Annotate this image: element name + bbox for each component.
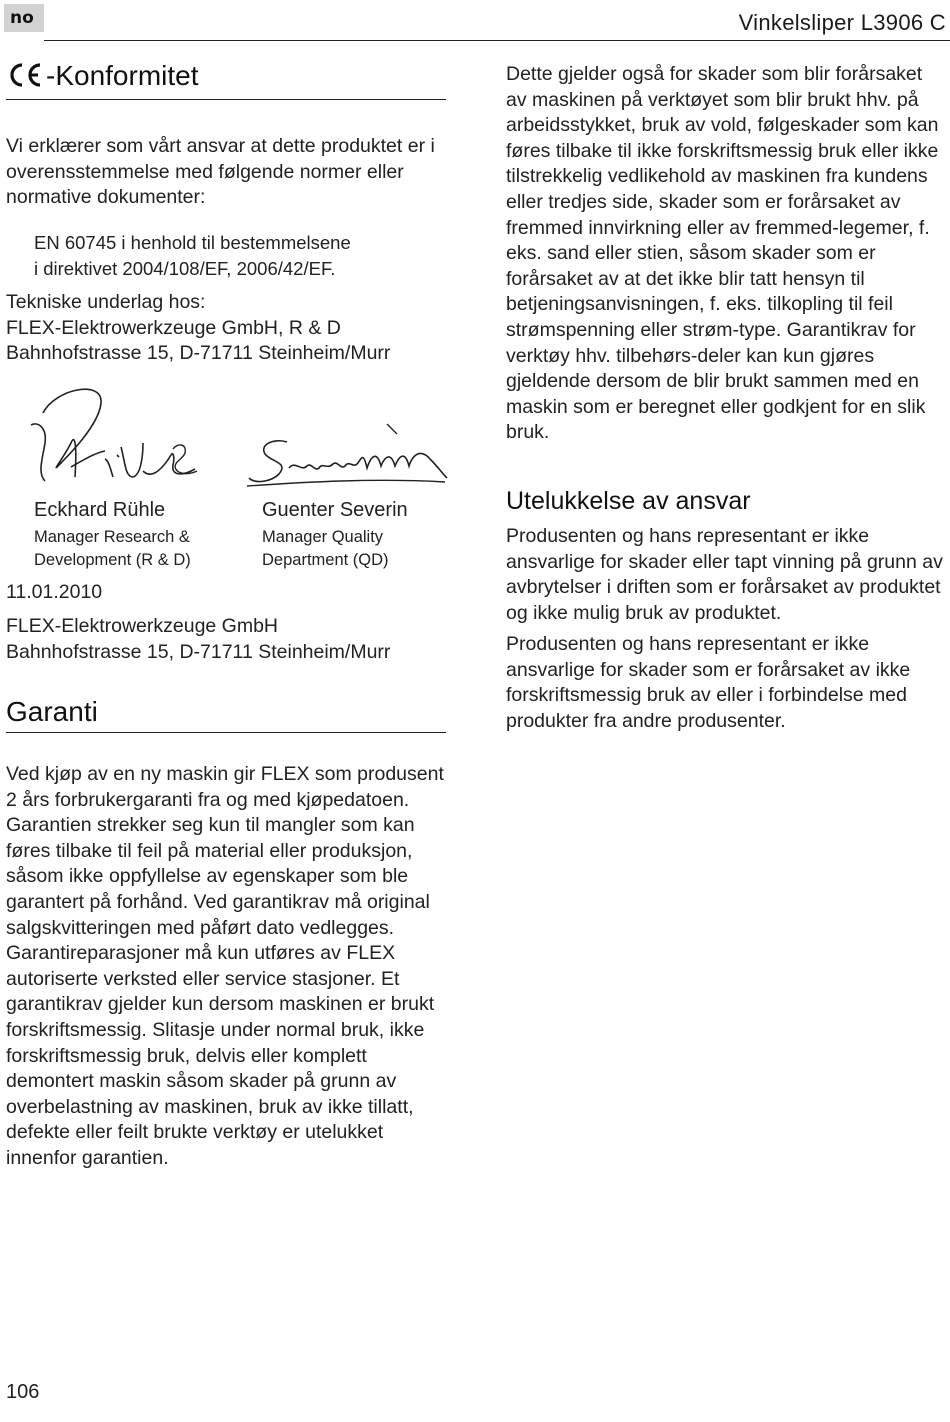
norm-line-2: i direktivet 2004/108/EF, 2006/42/EF. [34,257,336,279]
tech-line-2: FLEX-Elektrowerkzeuge GmbH, R & D [6,316,341,339]
tech-line-1: Tekniske underlag hos: [6,291,206,313]
guarantee-heading-rule [6,732,446,733]
signatory-1-role-line-2: Development (R & D) [34,551,191,569]
signatory-2-role-line-2: Department (QD) [262,551,389,569]
guarantee-body: Ved kjøp av en ny maskin gir FLEX som produsent 2 års forbrukergaranti fra og med kjøpedatoen. Garantien strekker seg kun til mangler som kan føres tilbake til feil på material eller produksjon, såsom ikke oppfyllelse av egenskaper som ble garantert på forhånd. Ved garantikrav må original salgskvitteringen med påført dato vedlegges. Garantireparasjoner må kun utføres av FLEX autoriserte verksted eller service stasjoner. Et garantikrav gjelder kun dersom maskinen er brukt forskriftsmessig. Slitasje under normal bruk, ikke forskriftsmessig bruk, delvis eller komplett demontert maskin såsom skader på grunn av overbelastning av maskinen, bruk av ikke tillatt, defekte eller feilt brukte verktøy er utelukket innenfor garantien. [6,763,444,1169]
company-line-2: Bahnhofstrasse 15, D-71711 Steinheim/Murr [6,640,391,663]
signatory-1-role [34,526,191,572]
conformity-heading-text: -Konformitet [46,60,199,91]
guarantee-continuation: Dette gjelder også for skader som blir forårsaket av maskinen på verktøyet som blir brukt hhv. på arbeidsstykket, bruk av vold, følgeskader som kan føres tilbake til ikke forskriftsmessig bruk eller ikke tilstrekkelig vedlikehold av maskinen fra kundens eller tredjes side, skader som er forårsaket av fremmed innvirkning eller av fremmed-legemer, f. eks. sand eller stien, såsom skader som er forårsaket av at det ikke blir tatt hensyn til betjeningsanvisningen, f. eks. tilkopling til feil strømspenning eller strøm-type. Garantikrav for verktøy hhv. tilbehørs-deler kan kun gjøres gjeldende dersom de blir brukt sammen med en maskin som er beregnet eller godkjent for en slik bruk. [506,63,939,444]
guarantee-heading: Garanti [6,696,98,727]
conformity-heading [6,60,199,96]
signatory-2-name: Guenter Severin [262,499,408,521]
signatory-1-role-line-1: Manager Research & [34,528,190,546]
signatory-2-role [262,526,389,572]
document-title: Vinkelsliper L3906 C [738,10,946,35]
disclaimer-paragraph-2: Produsenten og hans representant er ikke ansvarlige for skader som er forårsaket av ikke forskriftsmessig bruk av eller i forbindelse med produkter fra andre produsenter. [506,633,911,732]
language-badge: no [4,4,44,32]
company-line-1: FLEX-Elektrowerkzeuge GmbH [6,615,279,637]
technical-documentation [6,290,390,367]
signature-ruehle [25,385,205,495]
signatory-2-role-line-1: Manager Quality [262,528,384,546]
norm-reference [34,230,351,281]
norm-line-1: EN 60745 i henhold til bestemmelsene [34,232,351,253]
tech-line-3: Bahnhofstrasse 15, D-71711 Steinheim/Murr [6,342,391,365]
conformity-intro: Vi erklærer som vårt ansvar at dette produktet er i overensstemmelse med følgende normer eller normative dokumenter: [6,135,435,209]
signature-severin [245,420,450,495]
signatory-1-name: Eckhard Rühle [34,499,166,521]
disclaimer-heading: Utelukkelse av ansvar [506,487,751,515]
conformity-heading-rule [6,99,446,100]
company-address [6,614,390,665]
disclaimer-paragraph-1: Produsenten og hans representant er ikke ansvarlige for skader eller tapt vinning på grunn av avbrytelser i driften som er forårsaket av produktet og ikke mulig bruk av produktet. [506,525,943,624]
page-number: 106 [6,1381,40,1403]
ce-mark-icon [6,61,44,96]
header-divider [44,40,950,41]
declaration-date: 11.01.2010 [6,581,103,603]
